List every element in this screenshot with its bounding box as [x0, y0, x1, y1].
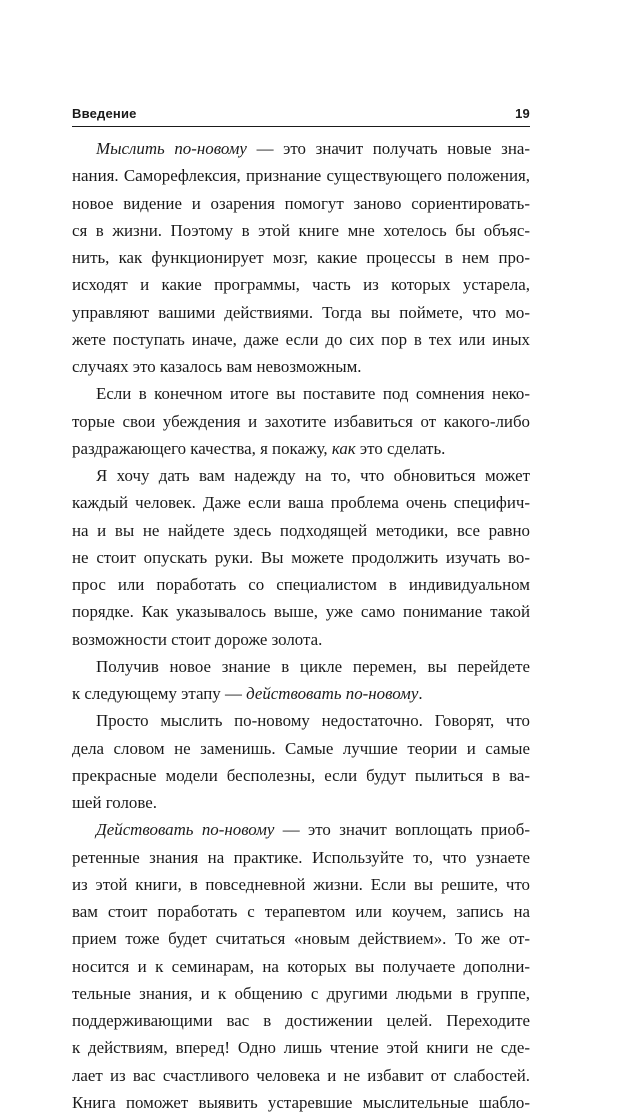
paragraph	[72, 816, 530, 1116]
emphasis: действовать по-новому	[246, 684, 419, 703]
text-line: ретенные знания на практике. Используйте то, что узнаете	[72, 847, 530, 867]
paragraph	[72, 462, 530, 653]
text-line: исходят и какие программы, часть из которых устарела,	[72, 275, 530, 295]
emphasis: как	[331, 438, 356, 458]
text-line: из этой книги, в повседневной жизни. Если вы решите, что	[72, 874, 530, 894]
text-line: прием тоже будет считаться «новым действием». То же от-	[72, 929, 530, 949]
text-line: нить, как функционирует мозг, какие процессы в нем про-	[72, 248, 530, 267]
body-text	[72, 135, 530, 1116]
text-line: случаях это казалось вам невозможным.	[72, 357, 362, 376]
paragraph	[72, 653, 530, 708]
text-line: Просто мыслить по-новому недостаточно. Говорят, что	[96, 711, 530, 731]
text-line: управляют вашими действиями. Тогда вы поймете, что мо-	[72, 302, 530, 322]
text-line: лает из вас счастливого человека и не избавит от слабостей.	[72, 1065, 530, 1085]
text-line: дела словом не заменишь. Самые лучшие теории и самые	[72, 738, 530, 758]
text-line: носится и к семинарам, на которых вы получаете дополни-	[72, 956, 530, 976]
text-line: к следующему этапу — действовать по-новому.	[72, 684, 423, 703]
page-number: 19	[515, 106, 530, 121]
text-line: Мыслить по-новому — это значит получать новые зна-	[96, 139, 530, 158]
text-line: к действиям, вперед! Одно лишь чтение этой книги не сде-	[72, 1038, 530, 1058]
running-header	[72, 104, 530, 127]
text-line: нания. Саморефлексия, признание существующего положения,	[72, 166, 530, 186]
text-line: Действовать по-новому — это значит воплощать приоб-	[96, 820, 530, 840]
text-line: Получив новое знание в цикле перемен, вы перейдете	[96, 656, 530, 676]
text-line: шей голове.	[72, 793, 157, 812]
text-line: прекрасные модели бесполезны, если будут пылиться в ва-	[72, 765, 530, 785]
paragraph	[72, 707, 530, 816]
text-line: Если в конечном итоге вы поставите под сомнения неко-	[96, 384, 530, 404]
text-line: прос или поработать со специалистом в индивидуальном	[72, 575, 530, 594]
section-title: Введение	[72, 106, 137, 121]
text-line: тельные знания, и к общению с другими людьми в группе,	[72, 983, 530, 1003]
emphasis: Мыслить по-новому	[96, 139, 247, 158]
text-line: жете поступать иначе, даже если до сих пор в тех или иных	[72, 329, 530, 349]
paragraph	[72, 135, 530, 380]
text-line: раздражающего качества, я покажу, как это сделать.	[72, 438, 446, 458]
text-line: возможности стоит дороже золота.	[72, 629, 323, 649]
text-line: не стоит опускать руки. Вы можете продолжить изучать во-	[72, 547, 530, 567]
text-line: Книга поможет выявить устаревшие мыслительные шабло-	[72, 1092, 530, 1112]
text-line: вам стоит поработать с терапевтом или коучем, запись на	[72, 902, 530, 921]
text-line: на и вы не найдете здесь подходящей методики, все равно	[72, 520, 530, 540]
text-line: Я хочу дать вам надежду на то, что обновиться может	[96, 466, 530, 485]
text-line: порядке. Как указывалось выше, уже само понимание такой	[72, 602, 530, 622]
text-line: торые свои убеждения и захотите избавиться от какого-либо	[72, 411, 530, 431]
text-line: поддерживающими вас в достижении целей. Переходите	[72, 1011, 530, 1030]
text-line: новое видение и озарения помогут заново сориентировать-	[72, 193, 530, 213]
text-line: ся в жизни. Поэтому в этой книге мне хотелось бы объяс-	[72, 220, 530, 240]
text-line: каждый человек. Даже если ваша проблема очень специфич-	[72, 493, 530, 513]
paragraph	[72, 380, 530, 462]
emphasis: Действовать по-новому	[96, 820, 275, 840]
